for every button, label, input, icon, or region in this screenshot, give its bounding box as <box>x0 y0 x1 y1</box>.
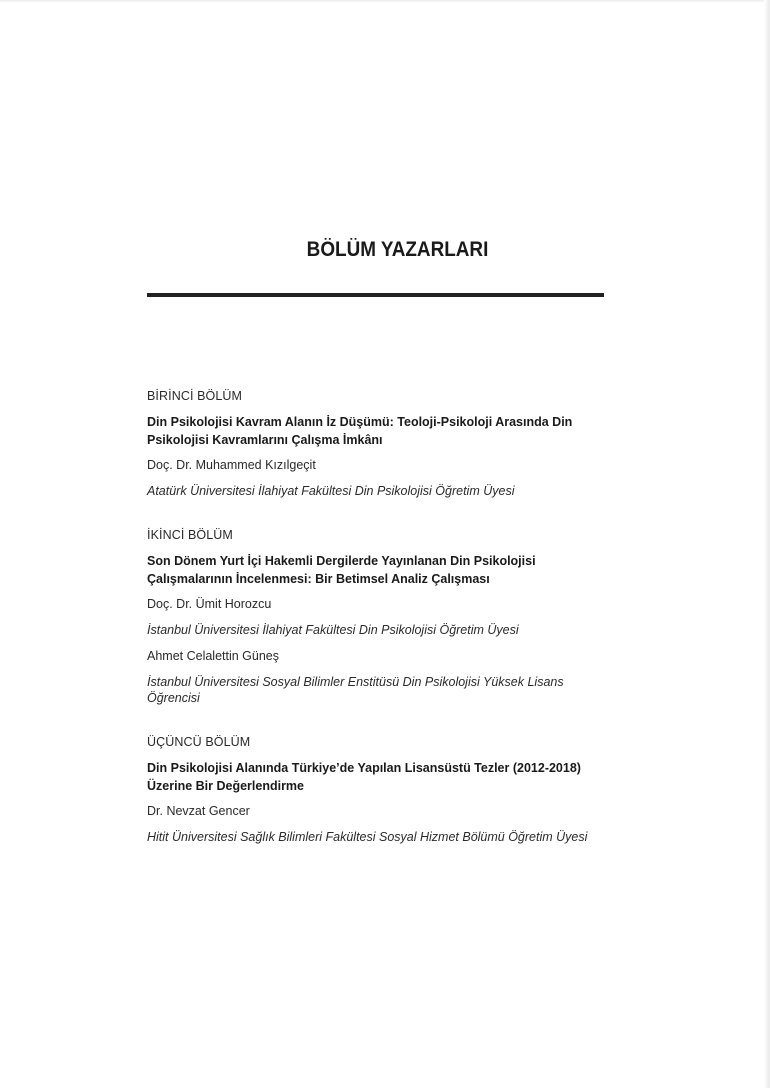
chapter-title-line: Son Dönem Yurt İçi Hakemli Dergilerde Yayınlanan Din Psikolojisi <box>147 554 536 568</box>
chapter-title-line: Çalışmalarının İncelenmesi: Bir Betimsel Analiz Çalışması <box>147 572 490 586</box>
chapter-label: BİRİNCİ BÖLÜM <box>147 389 243 403</box>
title-divider <box>147 293 604 297</box>
chapter-title-line: Üzerine Bir Değerlendirme <box>147 779 304 793</box>
chapter-title-line: Din Psikolojisi Kavram Alanın İz Düşümü: Teoloji-Psikoloji Arasında Din <box>147 415 573 429</box>
author-affiliation: Hitit Üniversitesi Sağlık Bilimleri Fakültesi Sosyal Hizmet Bölümü Öğretim Üyesi <box>147 830 588 844</box>
chapter-title-line: Din Psikolojisi Alanında Türkiye’de Yapılan Lisansüstü Tezler (2012-2018) <box>147 761 581 775</box>
chapter-title <box>147 759 617 795</box>
chapter-title <box>147 552 617 588</box>
chapter-title <box>147 413 617 449</box>
author-affiliation: İstanbul Üniversitesi Sosyal Bilimler Enstitüsü Din Psikolojisi Yüksek Lisans Öğrencisi <box>147 675 564 705</box>
author-name: Doç. Dr. Ümit Horozcu <box>147 597 272 611</box>
chapter-title-line: Psikolojisi Kavramlarını Çalışma İmkânı <box>147 433 383 447</box>
page-edge-top <box>0 0 770 3</box>
page-edge-right <box>764 0 770 1088</box>
author-name: Ahmet Celalettin Güneş <box>147 649 280 663</box>
author-entry <box>147 648 617 706</box>
chapter-3 <box>147 734 617 845</box>
chapter-2 <box>147 527 617 706</box>
author-affiliation: İstanbul Üniversitesi İlahiyat Fakültesi Din Psikolojisi Öğretim Üyesi <box>147 623 519 637</box>
author-affiliation: Atatürk Üniversitesi İlahiyat Fakültesi Din Psikolojisi Öğretim Üyesi <box>147 484 515 498</box>
chapter-list <box>147 388 617 873</box>
author-entry <box>147 803 617 845</box>
chapter-label: ÜÇÜNCÜ BÖLÜM <box>147 735 251 749</box>
page-title: BÖLÜM YAZARLARI <box>306 238 489 261</box>
author-name: Dr. Nevzat Gencer <box>147 804 250 818</box>
chapter-label: İKİNCİ BÖLÜM <box>147 528 233 542</box>
author-name: Doç. Dr. Muhammed Kızılgeçit <box>147 458 316 472</box>
chapter-1 <box>147 388 617 499</box>
author-entry <box>147 596 617 638</box>
author-entry <box>147 457 617 499</box>
